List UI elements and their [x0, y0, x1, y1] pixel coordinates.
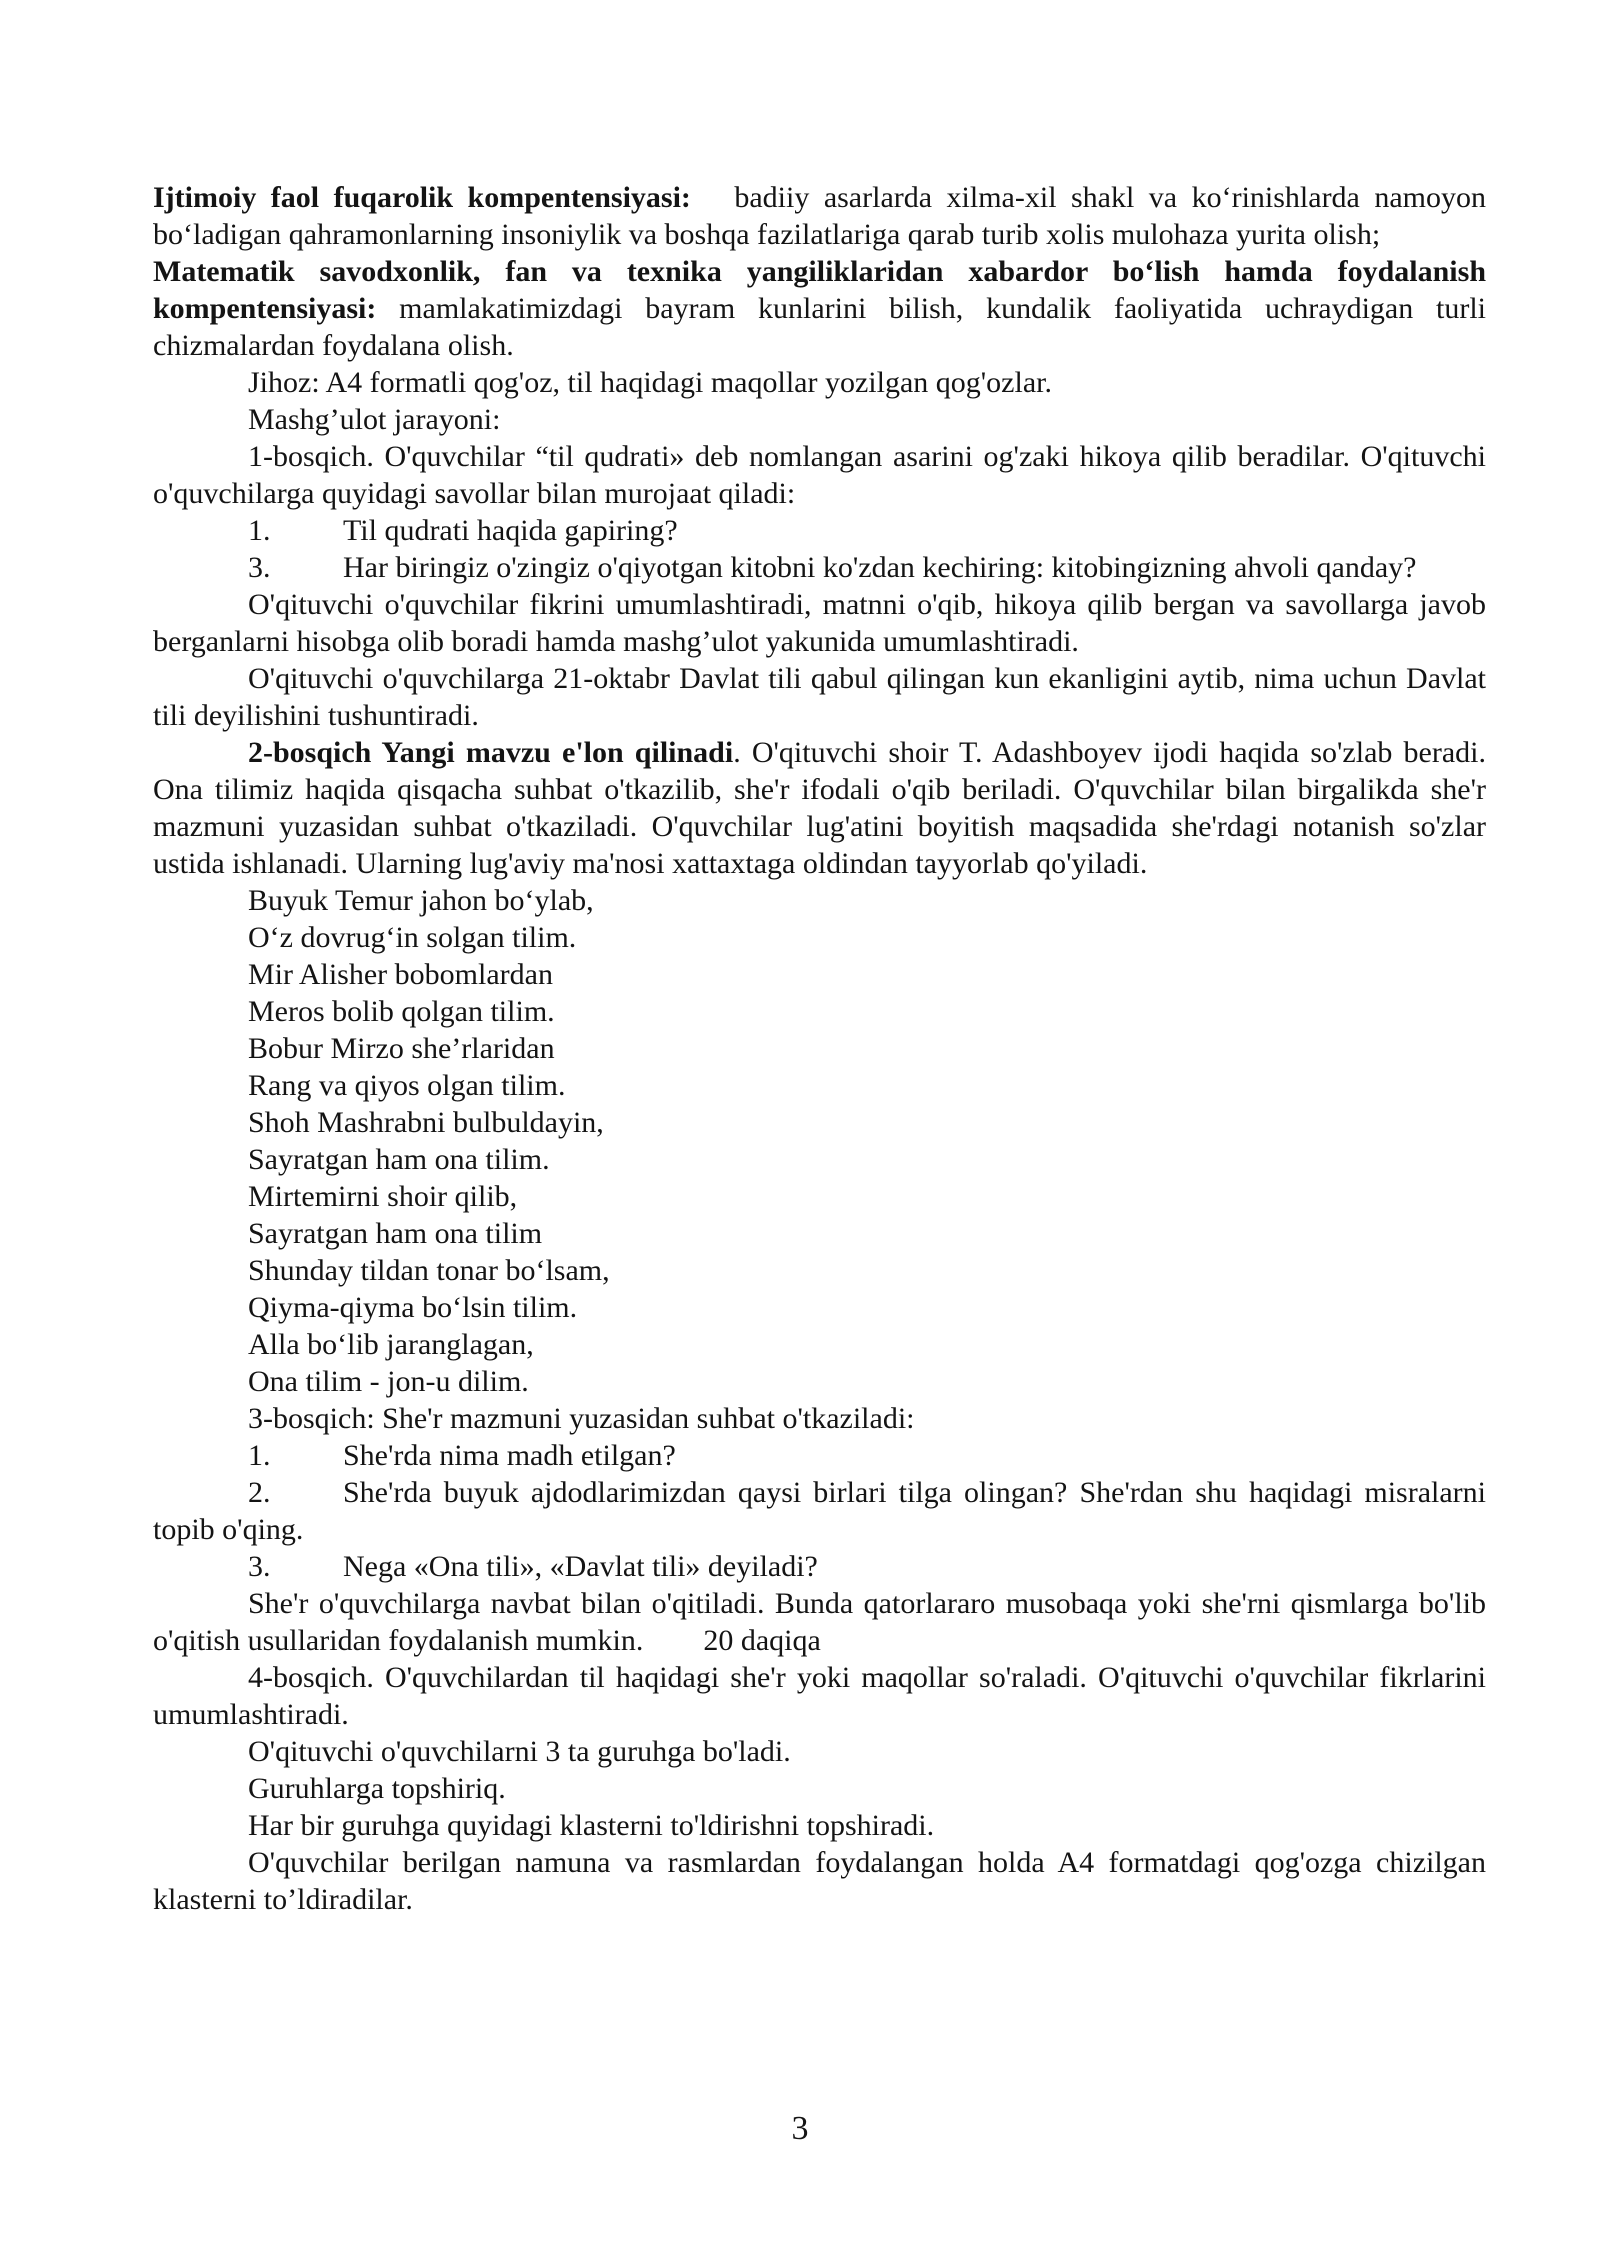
- poem-line: Alla bo‘lib jaranglagan,: [248, 1328, 534, 1361]
- competence-math: [153, 253, 1486, 364]
- question-number: 2.: [248, 1476, 271, 1509]
- question-text: Nega «Ona tili», «Davlat tili» deyiladi?: [343, 1550, 818, 1583]
- stage-3-question: [153, 1548, 1486, 1585]
- competence-social-heading: Ijtimoiy faol fuqarolik kompentensiyasi:: [153, 181, 691, 214]
- question-text: Til qudrati haqida gapiring?: [343, 514, 678, 547]
- cluster-fill-paragraph: O'quvchilar berilgan namuna va rasmlardan foydalangan holda A4 formatdagi qog'ozga chizilgan klasterni to’ldiradilar.: [153, 1846, 1486, 1916]
- competence-math-text: mamlakatimizdagi bayram kunlarini bilish, kundalik faoliyatida uchraydigan turli chizmalardan foydalana olish.: [153, 292, 1487, 362]
- reading-minutes: 20 daqiqa: [703, 1624, 821, 1657]
- stage-2-text: . O'qituvchi shoir T. Adashboyev ijodi haqida so'zlab beradi. Ona tilimiz haqida qisqacha suhbat o'tkazilib, she'r ifodali o'qib beriladi. O'quvchilar bilan birgalikda she'r mazmuni yuzasidan suhbat o'tkaziladi. O'quvchilar lug'atini boyitish maqsadida she'rdagi notanish so'zlar ustida ishlanadi. Ularning lug'aviy ma'nosi xattaxtaga oldindan tayyorlab qo'yiladi.: [153, 736, 1486, 880]
- question-text: She'rda buyuk ajdodlarimizdan qaysi birlari tilga olingan? She'rdan shu haqidagi misralarni topib o'qing.: [153, 1476, 1486, 1546]
- stage-3-question: [153, 1437, 1486, 1474]
- question-number: 1.: [248, 514, 271, 547]
- teacher-summary-paragraph: O'qituvchi o'quvchilar fikrini umumlashtiradi, matnni o'qib, hikoya qilib bergan va savollarga javob berganlarni hisobga olib boradi hamda mashg’ulot yakunida umumlashtiradi.: [153, 588, 1486, 658]
- poem-line: Buyuk Temur jahon bo‘ylab,: [248, 884, 594, 917]
- cluster-task-paragraph: Har bir guruhga quyidagi klasterni to'ldirishni topshiradi.: [248, 1809, 935, 1842]
- poem-line: Mirtemirni shoir qilib,: [248, 1180, 518, 1213]
- stage-2-paragraph: [153, 734, 1486, 882]
- question-text: She'rda nima madh etilgan?: [343, 1439, 676, 1472]
- question-number: 3.: [248, 551, 271, 584]
- poem-line: Ona tilim - jon-u dilim.: [248, 1365, 529, 1398]
- reading-paragraph: [153, 1585, 1486, 1659]
- poem-line: Mir Alisher bobomlardan: [248, 958, 553, 991]
- competence-math-heading: Matematik savodxonlik, fan va texnika yangiliklaridan xabardor bo‘lish hamda foydalanish kompentensiyasi:: [153, 255, 1486, 325]
- stage-3-paragraph: 3-bosqich: She'r mazmuni yuzasidan suhbat o'tkaziladi:: [248, 1402, 915, 1435]
- stage-3-question: [153, 1474, 1486, 1548]
- stage-4-paragraph: 4-bosqich. O'quvchilardan til haqidagi she'r yoki maqollar so'raladi. O'qituvchi o'quvchilar fikrlarini umumlashtiradi.: [153, 1661, 1486, 1731]
- poem-line: Meros bolib qolgan tilim.: [248, 995, 555, 1028]
- equipment-line: Jihoz: A4 formatli qog'oz, til haqidagi maqollar yozilgan qog'ozlar.: [248, 366, 1052, 399]
- group-task-title: Guruhlarga topshiriq.: [248, 1772, 506, 1805]
- competence-social: [153, 179, 1486, 253]
- stage-1-paragraph: 1-bosqich. O'quvchilar “til qudrati» deb nomlangan asarini og'zaki hikoya qilib beradilar. O'qituvchi o'quvchilarga quyidagi savollar bilan murojaat qiladi:: [153, 440, 1486, 510]
- poem-line: Rang va qiyos olgan tilim.: [248, 1069, 566, 1102]
- process-title: Mashg’ulot jarayoni:: [248, 403, 501, 436]
- question-text: Har biringiz o'zingiz o'qiyotgan kitobni ko'zdan kechiring: kitobingizning ahvoli qanday?: [343, 551, 1417, 584]
- stage-1-question: [153, 512, 1486, 549]
- poem-line: Shunday tildan tonar bo‘lsam,: [248, 1254, 610, 1287]
- stage-2-heading: 2-bosqich Yangi mavzu e'lon qilinadi: [248, 736, 734, 769]
- stage-1-question: [153, 549, 1486, 586]
- language-day-paragraph: O'qituvchi o'quvchilarga 21-oktabr Davlat tili qabul qilingan kun ekanligini aytib, nima uchun Davlat tili deyilishini tushuntiradi.: [153, 662, 1486, 732]
- question-number: 1.: [248, 1439, 271, 1472]
- reading-text: She'r o'quvchilarga navbat bilan o'qitiladi. Bunda qatorlararo musobaqa yoki she'rni qismlarga bo'lib o'qitish usullaridan foydalanish mumkin.: [153, 1587, 1486, 1657]
- poem-line: Sayratgan ham ona tilim.: [248, 1143, 550, 1176]
- poem-line: O‘z dovrug‘in solgan tilim.: [248, 921, 577, 954]
- poem: [153, 882, 1486, 1400]
- poem-line: Sayratgan ham ona tilim: [248, 1217, 543, 1250]
- question-number: 3.: [248, 1550, 271, 1583]
- competence-social-text: badiiy asarlarda xilma-xil shakl va ko‘rinishlarda namoyon bo‘ladigan qahramonlarning insoniylik va boshqa fazilatlariga qarab turib xolis mulohaza yurita olish;: [153, 181, 1487, 251]
- groups-paragraph: O'qituvchi o'quvchilarni 3 ta guruhga bo'ladi.: [248, 1735, 791, 1768]
- poem-line: Qiyma-qiyma bo‘lsin tilim.: [248, 1291, 578, 1324]
- page-number: 3: [791, 2110, 809, 2147]
- poem-line: Bobur Mirzo she’rlaridan: [248, 1032, 555, 1065]
- poem-line: Shoh Mashrabni bulbuldayin,: [248, 1106, 604, 1139]
